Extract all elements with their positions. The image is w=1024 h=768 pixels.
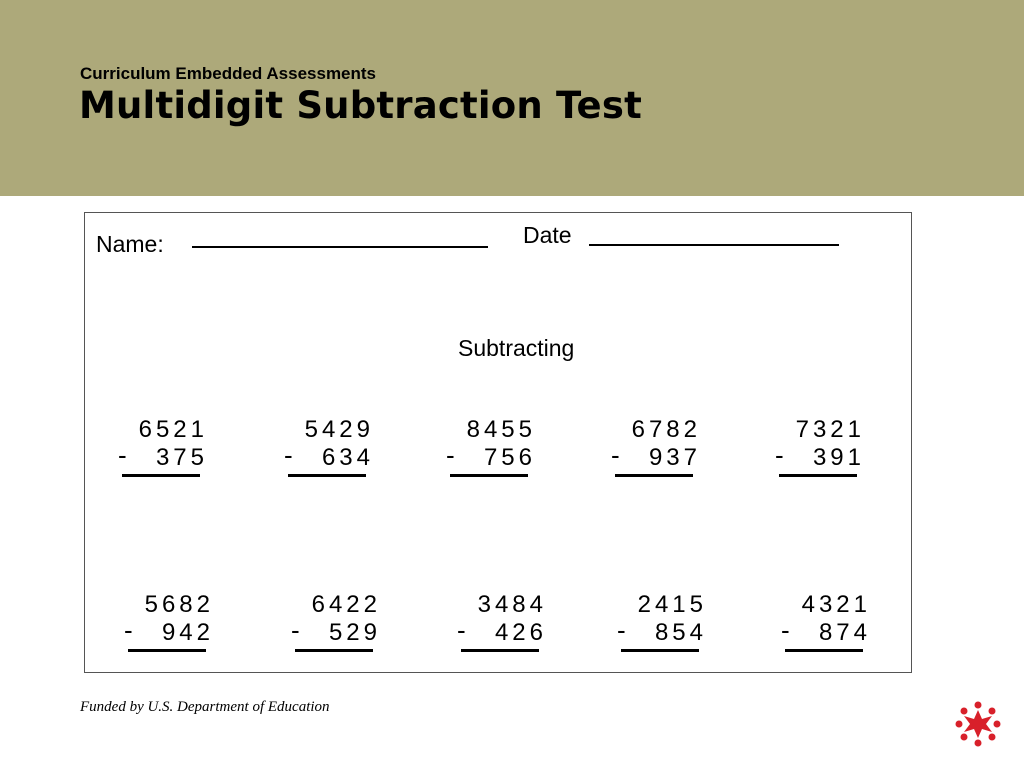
minus-sign: - — [446, 440, 455, 470]
minus-sign: - — [617, 615, 626, 645]
section-title: Subtracting — [458, 335, 575, 361]
minuend: 5429 — [304, 416, 374, 443]
subtrahend: 375 — [155, 444, 208, 471]
header-banner — [0, 0, 1024, 196]
minus-sign: - — [457, 615, 466, 645]
minuend: 5682 — [144, 591, 214, 618]
subtrahend: 391 — [812, 444, 865, 471]
name-label: Name: — [96, 231, 164, 257]
answer-line — [785, 649, 863, 652]
subtrahend: 854 — [654, 619, 707, 646]
subtraction-problem — [118, 416, 208, 476]
date-label: Date — [523, 222, 572, 248]
minuend: 6422 — [311, 591, 381, 618]
subtraction-problem — [611, 416, 701, 476]
answer-line — [288, 474, 366, 477]
minuend: 6782 — [631, 416, 701, 443]
subtraction-problem — [457, 591, 547, 651]
subtrahend: 874 — [818, 619, 871, 646]
name-field-line — [192, 246, 488, 248]
subtrahend: 529 — [328, 619, 381, 646]
answer-line — [295, 649, 373, 652]
minus-sign: - — [124, 615, 133, 645]
subtrahend: 937 — [648, 444, 701, 471]
subtraction-problem — [124, 591, 214, 651]
minus-sign: - — [118, 440, 127, 470]
red-star-people-icon — [954, 700, 1002, 748]
minus-sign: - — [775, 440, 784, 470]
answer-line — [128, 649, 206, 652]
subtrahend: 634 — [321, 444, 374, 471]
subtrahend: 756 — [483, 444, 536, 471]
minuend: 7321 — [795, 416, 865, 443]
minuend: 6521 — [138, 416, 208, 443]
page-title: Multidigit Subtraction Test — [79, 84, 642, 127]
minuend: 3484 — [477, 591, 547, 618]
minuend: 8455 — [466, 416, 536, 443]
subtraction-problem — [284, 416, 374, 476]
date-field-line — [589, 244, 839, 246]
answer-line — [122, 474, 200, 477]
minus-sign: - — [611, 440, 620, 470]
page-subtitle: Curriculum Embedded Assessments — [80, 64, 377, 83]
funding-note: Funded by U.S. Department of Education — [80, 699, 330, 715]
answer-line — [779, 474, 857, 477]
answer-line — [450, 474, 528, 477]
subtraction-problem — [781, 591, 871, 651]
answer-line — [621, 649, 699, 652]
minuend: 4321 — [801, 591, 871, 618]
subtraction-problem — [446, 416, 536, 476]
answer-line — [461, 649, 539, 652]
subtrahend: 426 — [494, 619, 547, 646]
minus-sign: - — [284, 440, 293, 470]
subtraction-problem — [775, 416, 865, 476]
answer-line — [615, 474, 693, 477]
subtraction-problem — [617, 591, 707, 651]
minus-sign: - — [781, 615, 790, 645]
subtrahend: 942 — [161, 619, 214, 646]
subtraction-problem — [291, 591, 381, 651]
minus-sign: - — [291, 615, 300, 645]
minuend: 2415 — [637, 591, 707, 618]
